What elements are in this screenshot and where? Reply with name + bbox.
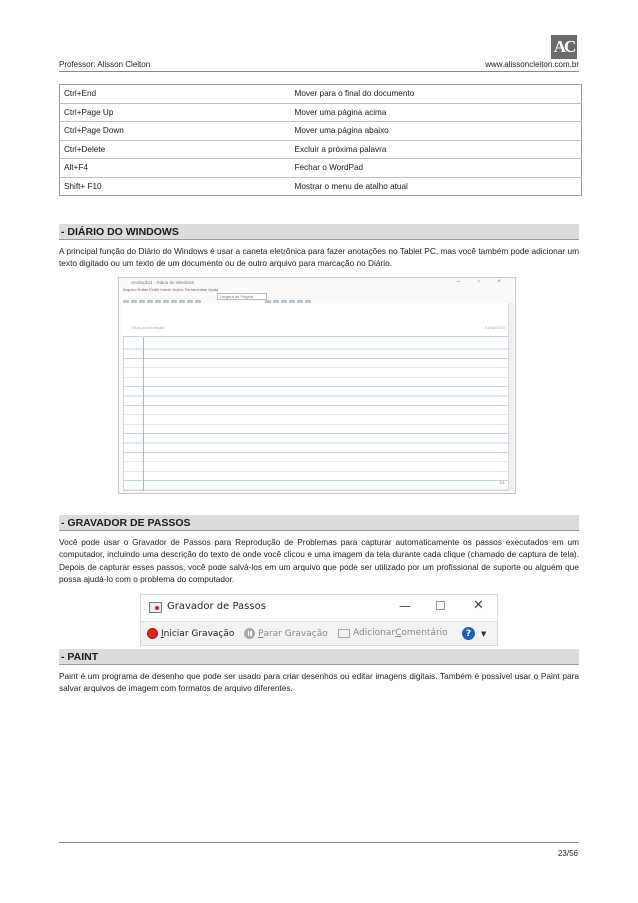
author-logo: AC [551,35,577,59]
start-recording-label-post: niciar Gravação [163,628,235,639]
shortcut-description: Mover para o final do documento [291,85,582,104]
steps-recorder-toolbar [141,621,497,645]
journal-title-label: Título da Anotação [131,325,165,330]
add-comment-label-post: omentário [401,628,448,638]
journal-window-controls: – ▫ × [456,279,509,285]
table-row [60,140,582,159]
footer-rule [59,842,579,843]
record-icon [147,628,158,639]
shortcut-description: Fechar o WordPad [291,159,582,178]
journal-page-indicator: 1/1 [499,480,505,485]
shortcut-table [59,84,582,196]
steps-recorder-app-icon [149,602,162,613]
shortcut-description: Mostrar o menu de atalho atual [291,177,582,196]
maximize-icon [436,601,445,610]
shortcut-key: Ctrl+Delete [60,140,291,159]
steps-recorder-screenshot [140,594,498,646]
shortcut-key: Ctrl+End [60,85,291,104]
steps-recorder-title: Gravador de Passos [167,601,266,612]
help-icon: ? [462,627,475,640]
chevron-down-icon: ▼ [481,630,487,638]
journal-window-title: Anotação1 - Diário do Windows [131,280,195,285]
journal-date: 01/08/2015 [484,325,505,330]
stop-recording-label-post: arar Gravação [263,628,328,639]
shortcut-description: Mover uma página abaixo [291,122,582,141]
journal-toolbar [123,293,511,302]
close-icon: ✕ [473,598,484,613]
header-author: Professor: Alisson Cleiton [59,60,151,69]
journal-screenshot [118,277,516,494]
add-comment-label-pre: Adicionar [353,628,396,638]
journal-menu-bar: Arquivo Editar Exibir Inserir Ações Ferramentas Ajuda [123,287,219,292]
table-row [60,159,582,178]
add-comment-label-accel: C [395,628,402,638]
stop-recording-label-accel: P [258,628,264,639]
header-website: www.alissoncleiton.com.br [485,60,579,69]
start-recording-label-accel: I [161,628,164,639]
page-number: 23/56 [557,849,578,858]
table-row [60,122,582,141]
shortcut-key: Shift+ F10 [60,177,291,196]
journal-scrollbar [508,303,514,491]
shortcut-description: Excluir a próxima palavra [291,140,582,159]
comment-icon [338,629,350,638]
section-text-diario: A principal função do Diário do Windows é usar a caneta eletrônica para fazer anotações no Tablet PC, mas você também pode adicionar um texto digitado ou um texto de um documento ou de outro arquivo para marcação no Diário. [59,246,579,269]
minimize-icon: — [399,599,411,613]
journal-zoom-combo: Largura de Página [217,293,267,300]
pause-icon [244,628,255,639]
header-rule [59,71,579,72]
table-row [60,103,582,122]
journal-margin-line [143,337,144,491]
section-text-gravador: Você pode usar o Gravador de Passos para Reprodução de Problemas para capturar automaticamente os passos executados em um computador, incluindo uma descrição do texto de onde você clicou e uma imagem da tela durante cada clique (chamado de captura de tela). Depois de capturar esses passos, você pode salvá-los em um arquivo que pode ser utilizado por um profissional de suporte ou alguém que possa ajudá-lo com o problema do computador. [59,537,579,585]
table-row [60,85,582,104]
stop-recording-button [244,628,328,639]
shortcut-key: Ctrl+Page Up [60,103,291,122]
section-heading-gravador: - GRAVADOR DE PASSOS [59,515,579,531]
section-heading-paint: - PAINT [59,649,579,665]
shortcut-key: Alt+F4 [60,159,291,178]
shortcut-description: Mover uma página acima [291,103,582,122]
add-comment-button [338,628,448,638]
shortcut-key: Ctrl+Page Down [60,122,291,141]
start-recording-button [147,628,234,639]
table-row [60,177,582,196]
journal-title-box [123,303,511,337]
section-text-paint: Paint é um programa de desenho que pode ser usado para criar desenhos ou editar imagens digitais. Também é possível usar o Paint para salvar arquivos de imagem com formatos de arquivo diferentes. [59,671,579,694]
section-heading-diario: - DIÁRIO DO WINDOWS [59,224,579,240]
